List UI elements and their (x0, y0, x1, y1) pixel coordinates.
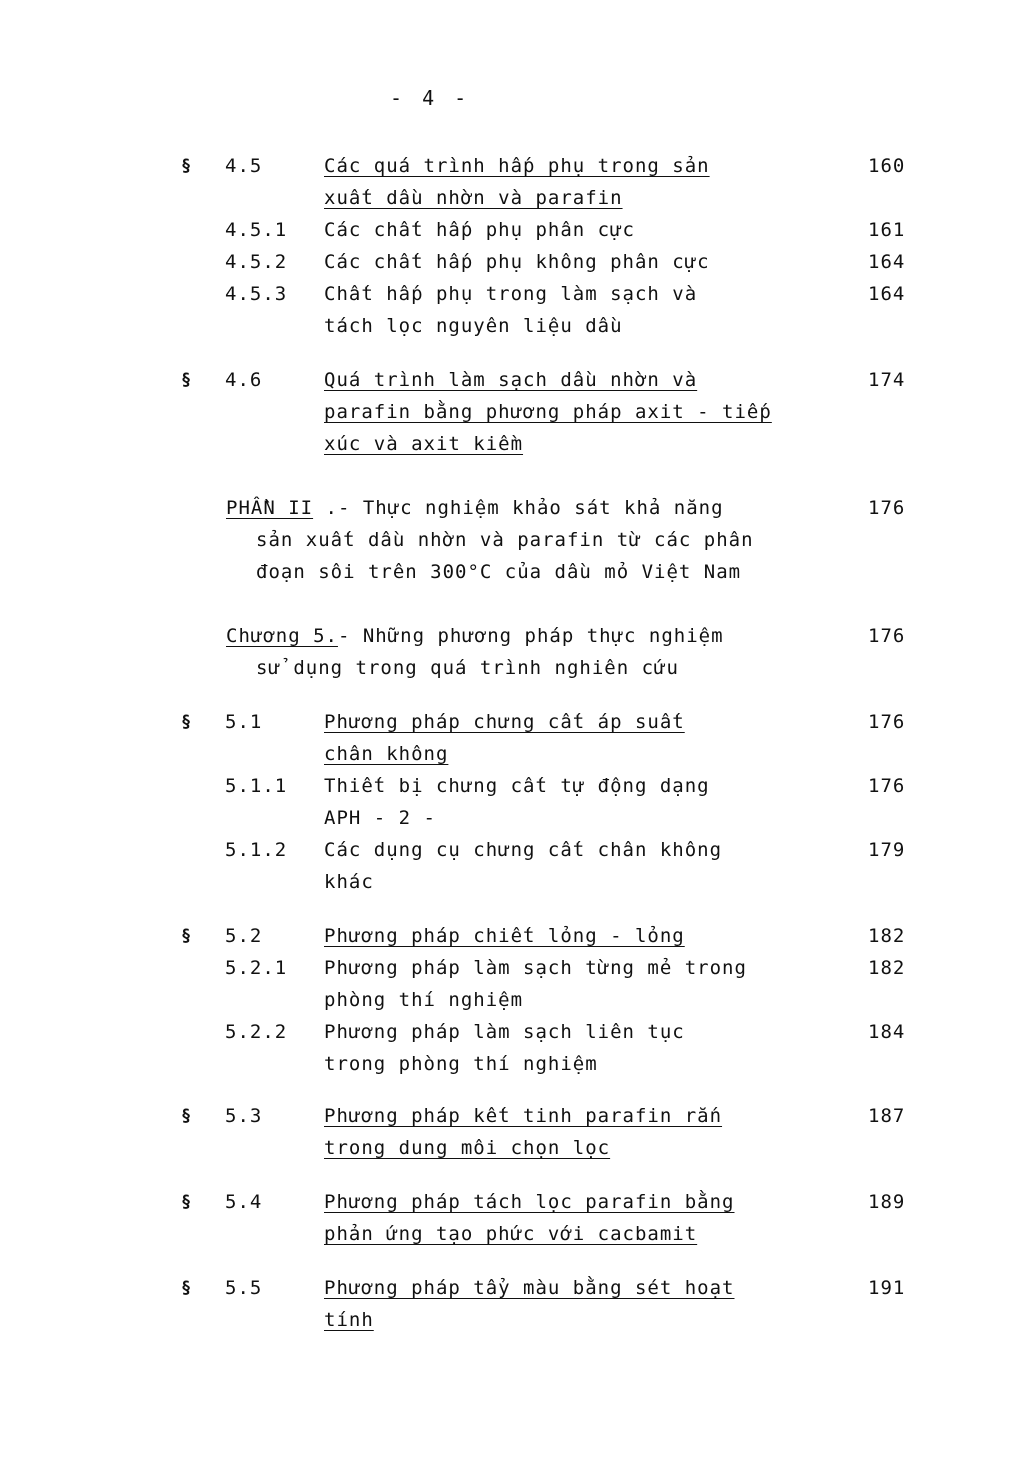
entry-title (324, 1016, 829, 1080)
entry-page: 182 (868, 957, 906, 979)
entry-title-line: Phương pháp kết tinh parafin rắn (324, 1105, 723, 1127)
section-mark: § (181, 370, 193, 390)
entry-page: 176 (868, 711, 906, 733)
entry-title (324, 1272, 829, 1336)
part-ii-label: PHẦN II (226, 497, 314, 519)
entry-page: 164 (868, 283, 906, 305)
entry-number: 4.5.2 (225, 251, 288, 273)
entry-title (324, 1186, 829, 1250)
entry-title-line: khác (324, 871, 374, 893)
entry-title-line: chân không (324, 743, 449, 765)
entry-title-line: Phương pháp tách lọc parafin bằng (324, 1191, 735, 1213)
entry-title (324, 364, 829, 460)
entry-title-line: xuất dầu nhờn và parafin (324, 187, 623, 209)
entry-page: 191 (868, 1277, 906, 1299)
part-ii-heading (226, 492, 826, 588)
chapter-5-line-2: sử dụng trong quá trình nghiên cứu (256, 657, 679, 679)
entry-number: 5.1 (225, 711, 263, 733)
entry-number: 5.3 (225, 1105, 263, 1127)
entry-title-line: phòng thí nghiệm (324, 989, 524, 1011)
entry-title (324, 834, 829, 898)
entry-page: 176 (868, 775, 906, 797)
section-mark: § (181, 1192, 193, 1212)
entry-number: 5.2.1 (225, 957, 288, 979)
entry-page: 184 (868, 1021, 906, 1043)
section-mark: § (181, 1106, 193, 1126)
entry-page: 179 (868, 839, 906, 861)
entry-title-line: Chất hấp phụ trong làm sạch và (324, 283, 698, 305)
entry-number: 5.4 (225, 1191, 263, 1213)
section-mark: § (181, 926, 193, 946)
entry-title-line: tính (324, 1309, 374, 1331)
entry-page: 189 (868, 1191, 906, 1213)
part-ii-line-2: sản xuất dầu nhờn và parafin từ các phân (256, 529, 754, 551)
entry-page: 174 (868, 369, 906, 391)
entry-title-line: parafin bằng phương pháp axit - tiếp (324, 401, 772, 423)
chapter-5-page: 176 (868, 625, 906, 647)
entry-title-line: APH - 2 - (324, 807, 436, 829)
entry-title-line: Các dụng cụ chưng cất chân không (324, 839, 723, 861)
entry-title (324, 1100, 829, 1164)
entry-title (324, 920, 829, 952)
entry-number: 4.5.3 (225, 283, 288, 305)
entry-title-line: Các quá trình hấp phụ trong sản (324, 155, 710, 177)
entry-title-line: Thiết bị chưng cất tự động dạng (324, 775, 710, 797)
entry-title-line: tách lọc nguyên liệu dầu (324, 315, 623, 337)
entry-title-line: Các chất hấp phụ không phân cực (324, 251, 710, 273)
entry-title (324, 278, 829, 342)
chapter-5-line-1: - Những phương pháp thực nghiệm (337, 625, 724, 647)
entry-title-line: xúc và axit kiềm (324, 433, 524, 455)
entry-title-line: Phương pháp tẩy màu bằng sét hoạt (324, 1277, 735, 1299)
entry-page: 182 (868, 925, 906, 947)
part-ii-line-1: .- Thực nghiệm khảo sát khả năng (313, 497, 724, 519)
entry-title-line: trong dung môi chọn lọc (324, 1137, 611, 1159)
entry-title (324, 706, 829, 770)
entry-number: 5.5 (225, 1277, 263, 1299)
entry-number: 4.6 (225, 369, 263, 391)
entry-page: 161 (868, 219, 906, 241)
entry-number: 4.5 (225, 155, 263, 177)
chapter-5-heading (226, 620, 826, 684)
entry-page: 187 (868, 1105, 906, 1127)
entry-number: 5.1.2 (225, 839, 288, 861)
page-number: - 4 - (390, 86, 471, 110)
entry-page: 164 (868, 251, 906, 273)
entry-title-line: Phương pháp làm sạch liên tục (324, 1021, 685, 1043)
entry-number: 5.2 (225, 925, 263, 947)
chapter-5-label: Chương 5. (226, 625, 338, 647)
entry-title-line: Các chất hấp phụ phân cực (324, 219, 635, 241)
section-mark: § (181, 1278, 193, 1298)
section-mark: § (181, 712, 193, 732)
entry-title (324, 770, 829, 834)
entry-title (324, 952, 829, 1016)
entry-number: 5.2.2 (225, 1021, 288, 1043)
section-mark: § (181, 156, 193, 176)
entry-title-line: Phương pháp chưng cất áp suất (324, 711, 685, 733)
entry-title-line: Quá trình làm sạch dầu nhờn và (324, 369, 698, 391)
entry-title (324, 150, 829, 214)
entry-title (324, 214, 829, 246)
entry-title (324, 246, 829, 278)
entry-number: 5.1.1 (225, 775, 288, 797)
entry-title-line: phản ứng tạo phức với cacbamit (324, 1223, 698, 1245)
entry-title-line: Phương pháp làm sạch từng mẻ trong (324, 957, 747, 979)
entry-page: 160 (868, 155, 906, 177)
entry-title-line: Phương pháp chiết lỏng - lỏng (324, 925, 685, 947)
entry-title-line: trong phòng thí nghiệm (324, 1053, 598, 1075)
part-ii-page: 176 (868, 497, 906, 519)
part-ii-line-3: đoạn sôi trên 300°C của dầu mỏ Việt Nam (256, 561, 742, 583)
entry-number: 4.5.1 (225, 219, 288, 241)
